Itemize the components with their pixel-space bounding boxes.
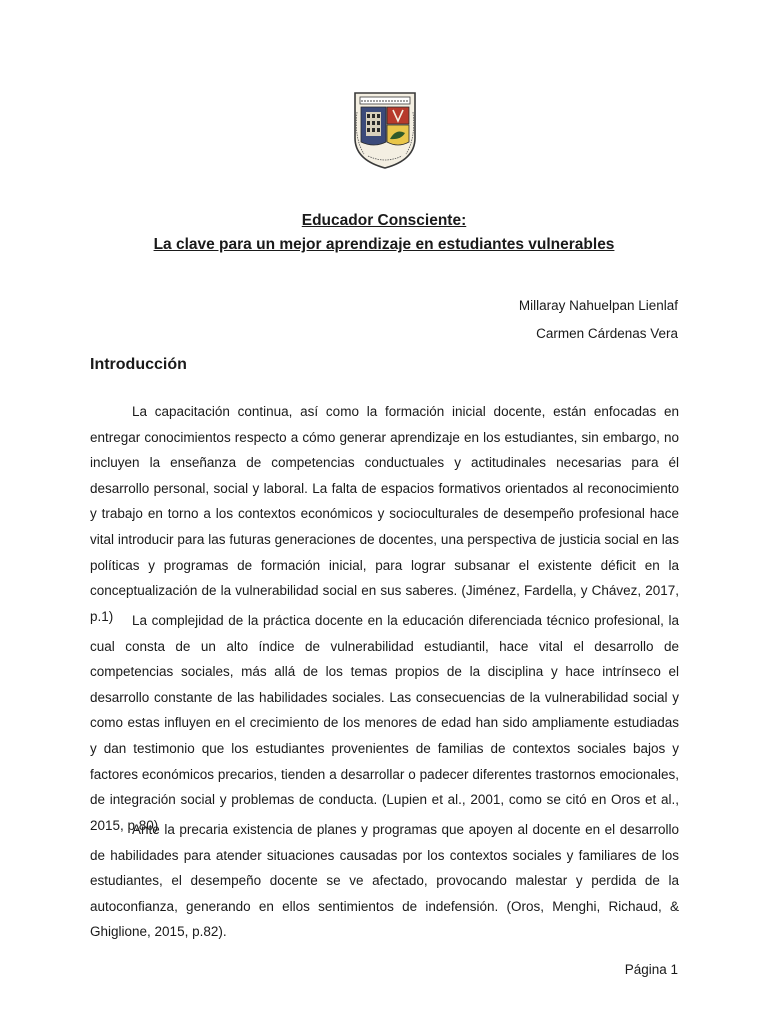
body-paragraph xyxy=(90,399,679,629)
paragraph-text: La complejidad de la práctica docente en la educación diferenciada técnico profesional, la cual consta de un alto índice de vulnerabilidad estudiantil, hace vital el desarrollo de competencias sociales, más allá de los temas propios de la disciplina y hace intrínseco el desarrollo constante de las habilidades sociales. Las consecuencias de la vulnerabilidad social y como estas influyen en el crecimiento de los menores de edad han sido ampliamente estudiadas y dan testimonio que los estudiantes provenientes de familias de contextos sociales bajos y factores económicos precarios, tienden a desarrollar o padecer diferentes trastornos emocionales, de integración social y problemas de conducta. (Lupien et al., 2001, como se citó en Oros et al., 2015, p.80) xyxy=(90,613,679,833)
author-name: Carmen Cárdenas Vera xyxy=(536,326,678,341)
paragraph-text: La capacitación continua, así como la formación inicial docente, están enfocadas en entregar conocimientos respecto a cómo generar aprendizaje en los estudiantes, sin embargo, no incluyen la enseñanza de competencias conductuales y actitudinales necesarias para él desarrollo personal, social y laboral. La falta de espacios formativos orientados al reconocimiento y trabajo en torno a los contextos económicos y socioculturales de desempeño profesional hace vital introducir para las futuras generaciones de docentes, una perspectiva de justicia social en las políticas y programas de formación inicial, para lograr subsanar el existente déficit en la conceptualización de la vulnerabilidad social en sus saberes. (Jiménez, Fardella, y Chávez, 2017, p.1) xyxy=(90,404,679,624)
page-number: Página 1 xyxy=(624,962,678,977)
section-heading: Introducción xyxy=(90,356,187,373)
document-title: Educador Consciente: xyxy=(301,212,467,229)
author-name: Millaray Nahuelpan Lienlaf xyxy=(518,298,678,313)
body-paragraph xyxy=(90,817,679,945)
university-seal-icon xyxy=(352,90,418,170)
body-paragraph xyxy=(90,608,679,838)
document-subtitle: La clave para un mejor aprendizaje en estudiantes vulnerables xyxy=(153,236,615,253)
paragraph-text: Ante la precaria existencia de planes y programas que apoyen al docente en el desarrollo de habilidades para atender situaciones causadas por los contextos sociales y familiares de los estudiantes, el desempeño docente se ve afectado, provocando malestar y perdida de la autoconfianza, generando en ellos sentimientos de indefensión. (Oros, Menghi, Richaud, & Ghiglione, 2015, p.82). xyxy=(90,822,679,940)
